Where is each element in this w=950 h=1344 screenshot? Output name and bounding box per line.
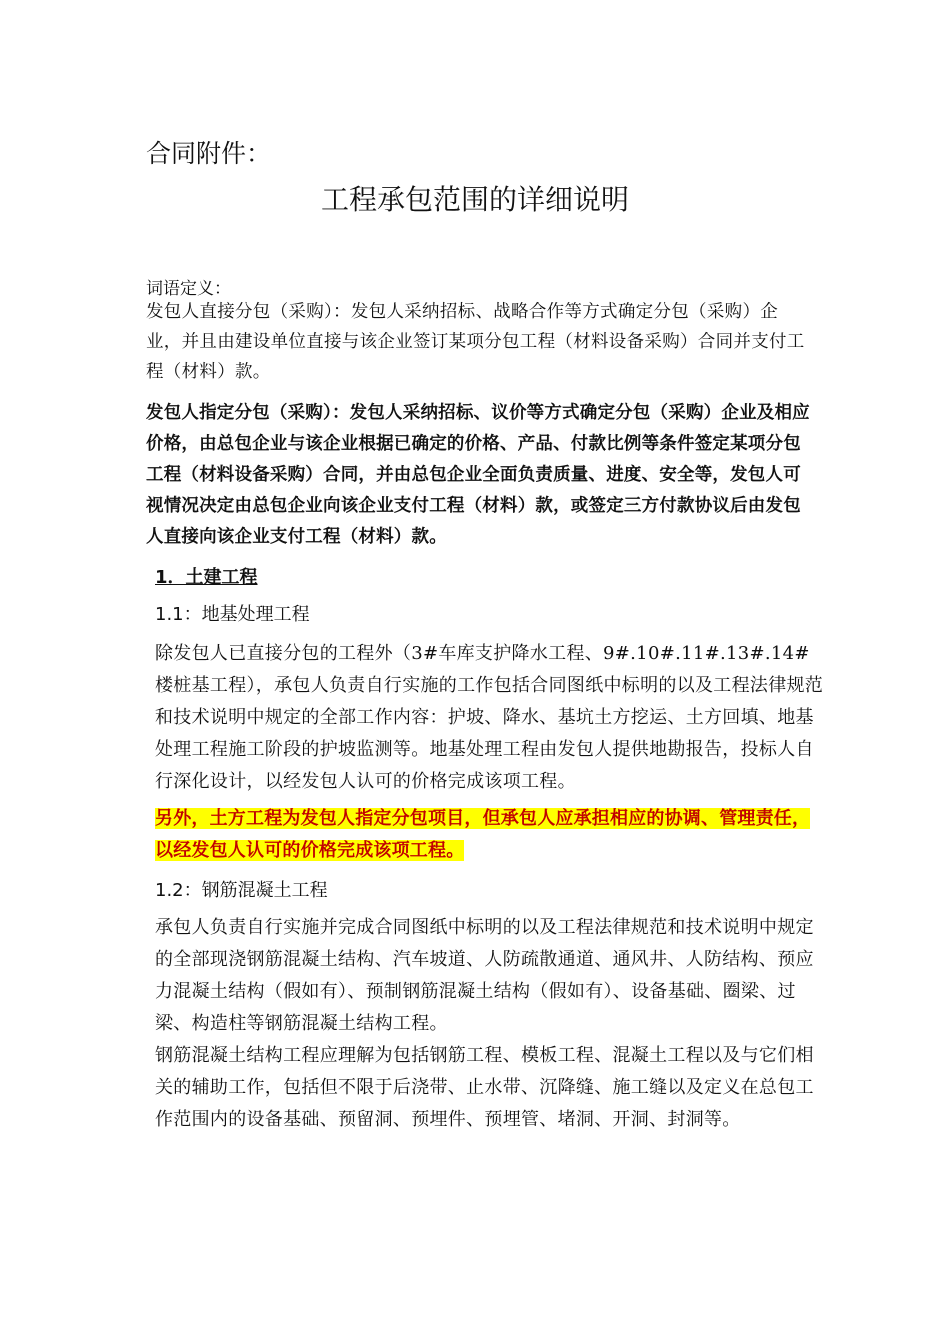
definition-direct-subcontract: 发包人直接分包（采购）：发包人采纳招标、战略合作等方式确定分包（采购）企业，并且由建设单位直接与该企业签订某项分包工程（材料设备采购）合同并支付工程（材料）款。 <box>146 302 805 382</box>
highlighted-note-text: 另外，土方工程为发包人指定分包项目，但承包人应承担相应的协调、管理责任，以经发包人认可的价格完成该项工程。 <box>155 808 811 861</box>
subsection-1-2-scope: 钢筋混凝土结构工程应理解为包括钢筋工程、模板工程、混凝土工程以及与它们相关的辅助工作，包括但不限于后浇带、止水带、沉降缝、施工缝以及定义在总包工作范围内的设备基础、预留洞、预埋件、预埋管、堵洞、开洞、封洞等。 <box>155 1045 814 1130</box>
section-1-heading: 1．土建工程 <box>155 567 258 588</box>
subsection-1-1-note <box>155 803 825 867</box>
subsection-1-1-body: 除发包人已直接分包的工程外（3#车库支护降水工程、9#.10#.11#.13#.14#楼桩基工程），承包人负责自行实施的工作包括合同图纸中标明的以及工程法律规范和技术说明中规定的全部工作内容：护坡、降水、基坑土方挖运、土方回填、地基处理工程施工阶段的护坡监测等。地基处理工程由发包人提供地勘报告，投标人自行深化设计，以经发包人认可的价格完成该项工程。 <box>155 643 824 792</box>
definition-designated-subcontract: 发包人指定分包（采购）：发包人采纳招标、议价等方式确定分包（采购）企业及相应价格，由总包企业与该企业根据已确定的价格、产品、付款比例等条件签定某项分包工程（材料设备采购）合同，并由总包企业全面负责质量、进度、安全等，发包人可视情况决定由总包企业向该企业支付工程（材料）款，或签定三方付款协议后由发包人直接向该企业支付工程（材料）款。 <box>146 403 810 547</box>
definitions-heading: 词语定义： <box>146 279 231 299</box>
document-title: 工程承包范围的详细说明 <box>320 183 629 216</box>
subsection-1-2-body: 承包人负责自行实施并完成合同图纸中标明的以及工程法律规范和技术说明中规定的全部现浇钢筋混凝土结构、汽车坡道、人防疏散通道、通风井、人防结构、预应力混凝土结构（假如有）、预制钢筋混凝土结构（假如有）、设备基础、圈梁、过梁、构造柱等钢筋混凝土结构工程。 <box>155 917 814 1034</box>
subsection-1-2-heading: 1.2：钢筋混凝土工程 <box>155 880 328 901</box>
attachment-label: 合同附件： <box>146 139 272 168</box>
subsection-1-1-heading: 1.1：地基处理工程 <box>155 604 310 625</box>
